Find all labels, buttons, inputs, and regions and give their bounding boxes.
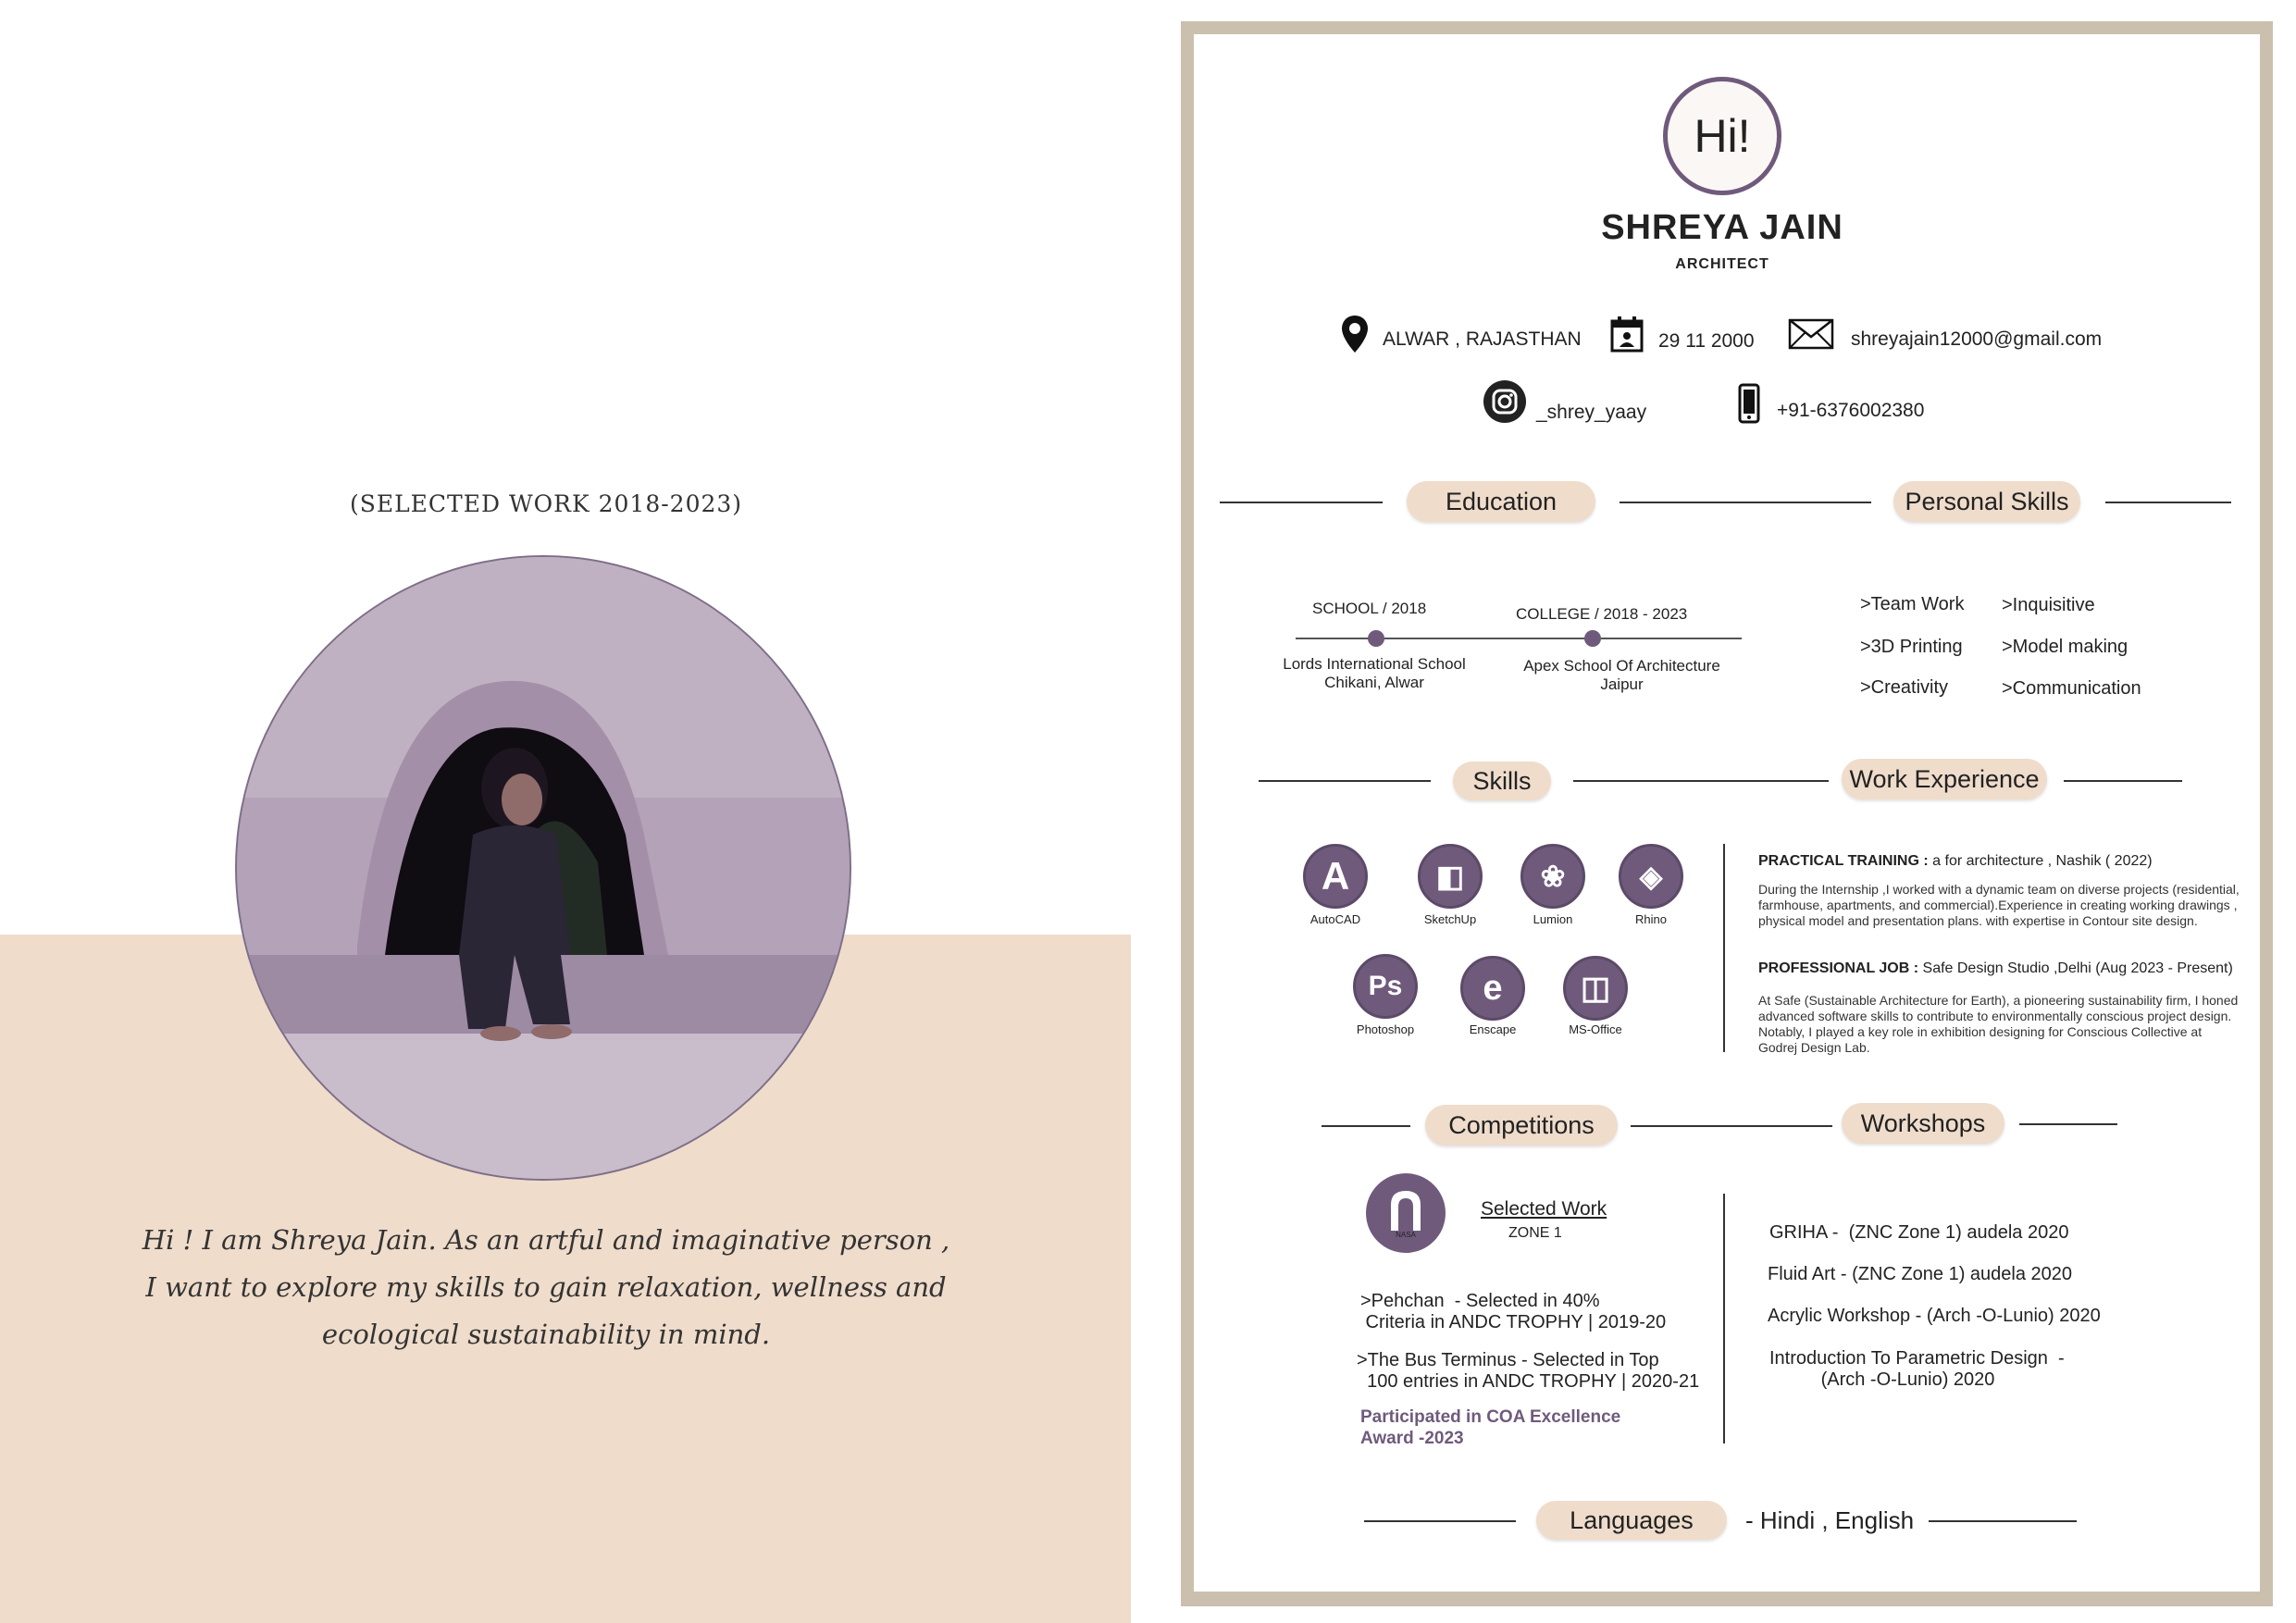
divider-line	[1259, 780, 1431, 782]
section-divider-vertical	[1723, 844, 1725, 1052]
intro-text	[139, 1217, 953, 1358]
timeline-dot	[1584, 630, 1601, 647]
selected-work-title: (SELECTED WORK 2018-2023)	[349, 490, 743, 517]
photoshop-icon: Ps	[1353, 954, 1418, 1019]
timeline-dot	[1368, 630, 1384, 647]
personal-skill: >Model making	[2002, 637, 2128, 657]
logo-text: NASA	[1396, 1230, 1416, 1239]
personal-skills-heading: Personal Skills	[1893, 481, 2080, 522]
greeting-badge: Hi!	[1663, 77, 1781, 195]
personal-skill: >3D Printing	[1860, 637, 1963, 657]
selected-work-label: Selected Work	[1481, 1198, 1607, 1220]
divider-line	[2064, 780, 2182, 782]
personal-skill: >Communication	[2002, 678, 2141, 699]
training-heading	[1758, 853, 2153, 870]
education-timeline	[1296, 638, 1742, 639]
intro-line-2: I want to explore my skills to gain relaxation, wellness and	[145, 1271, 947, 1303]
software-label: Enscape	[1469, 1022, 1517, 1036]
divider-line	[1573, 780, 1829, 782]
divider-line	[2019, 1123, 2117, 1125]
software-label: Lumion	[1533, 912, 1573, 926]
portrait-illustration	[237, 557, 850, 1179]
languages-heading: Languages	[1536, 1501, 1727, 1540]
education-college-label: COLLEGE / 2018 - 2023	[1516, 605, 1688, 623]
candidate-name: SHREYA JAIN	[1601, 208, 1843, 247]
divider-line	[1620, 502, 1871, 503]
job-description: At Safe (Sustainable Architecture for Earth), a pioneering sustainability firm, I honed advanced software skills to contribute to environmentally conscious project design. Notably, I played a key role in exhibition designing for Conscious Collective at Godrej Design Lab.	[1758, 993, 2239, 1055]
school-place: Chikani, Alwar	[1324, 674, 1424, 691]
skills-heading: Skills	[1453, 762, 1551, 800]
workshops-heading: Workshops	[1842, 1103, 2004, 1144]
competitions-heading: Competitions	[1425, 1105, 1618, 1146]
email-link[interactable]: shreyajain12000@gmail.com	[1851, 328, 2103, 350]
portrait-photo	[237, 557, 850, 1179]
training-description: During the Internship ,I worked with a dynamic team on diverse projects (residential, farmhouse, apartments, and commercial).Experience in creating working drawings , physical model and presentation plans. with expertise in Contour site design.	[1758, 882, 2240, 928]
workshop-item: Fluid Art - (ZNC Zone 1) audela 2020	[1768, 1264, 2073, 1284]
college-place: Jaipur	[1600, 675, 1644, 693]
ms-office-icon: ◫	[1563, 956, 1628, 1021]
competition-entry: >The Bus Terminus - Selected in Top 100 entries in ANDC TROPHY | 2020-21	[1357, 1350, 1700, 1392]
software-label: Rhino	[1635, 912, 1667, 926]
education-college	[1495, 657, 1749, 694]
award-text: Participated in COA Excellence Award -2023	[1360, 1407, 1621, 1448]
education-school	[1277, 655, 1471, 692]
enscape-icon: e	[1460, 956, 1525, 1021]
personal-skill: >Team Work	[1860, 594, 1965, 614]
job-org: Safe Design Studio ,Delhi (Aug 2023 - Present)	[1922, 960, 2233, 976]
section-divider-vertical	[1723, 1194, 1725, 1443]
arch-logo-icon	[1387, 1188, 1424, 1233]
rhino-icon: ◈	[1619, 844, 1683, 909]
software-label: AutoCAD	[1309, 912, 1361, 926]
workshop-item: Introduction To Parametric Design - (Arch -O-Lunio) 2020	[1769, 1348, 2065, 1390]
software-label: Photoshop	[1356, 1022, 1415, 1036]
divider-line	[1220, 502, 1383, 503]
dob-text: 29 11 2000	[1658, 330, 1755, 352]
divider-line	[1929, 1520, 2077, 1522]
divider-line	[1364, 1520, 1516, 1522]
workshop-item: Acrylic Workshop - (Arch -O-Lunio) 2020	[1768, 1306, 2101, 1326]
divider-line	[1631, 1125, 1832, 1127]
languages-value: - Hindi , English	[1745, 1506, 1915, 1534]
training-title: PRACTICAL TRAINING :	[1758, 853, 1929, 869]
email-icon	[1788, 318, 1834, 350]
calendar-icon	[1610, 316, 1644, 353]
divider-line	[2105, 502, 2231, 503]
intro-line-1: Hi ! I am Shreya Jain. As an artful and imaginative person ,	[142, 1224, 950, 1256]
intro-line-3: ecological sustainability in mind.	[321, 1319, 771, 1350]
work-experience-heading: Work Experience	[1842, 759, 2047, 799]
divider-line	[1322, 1125, 1410, 1127]
software-label: MS-Office	[1569, 1022, 1622, 1036]
software-label: SketchUp	[1423, 912, 1477, 926]
workshop-item: GRIHA - (ZNC Zone 1) audela 2020	[1769, 1222, 2069, 1243]
school-name: Lords International School	[1283, 655, 1466, 673]
instagram-handle[interactable]: _shrey_yaay	[1536, 402, 1647, 423]
autocad-icon: A	[1303, 844, 1368, 909]
job-title: PROFESSIONAL JOB :	[1758, 960, 1919, 976]
education-school-label: SCHOOL / 2018	[1312, 600, 1427, 617]
personal-skill: >Inquisitive	[2002, 595, 2095, 615]
location-pin-icon	[1340, 314, 1370, 354]
personal-skill: >Creativity	[1860, 677, 1949, 698]
phone-number[interactable]: +91-6376002380	[1777, 400, 1925, 421]
phone-icon	[1738, 383, 1760, 424]
candidate-role: ARCHITECT	[1675, 256, 1769, 272]
college-name: Apex School Of Architecture	[1523, 657, 1720, 675]
instagram-icon	[1483, 379, 1527, 424]
location-text: ALWAR , RAJASTHAN	[1383, 328, 1582, 350]
zone-label: ZONE 1	[1508, 1225, 1562, 1241]
training-org: a for architecture , Nashik ( 2022)	[1932, 853, 2153, 869]
education-heading: Education	[1407, 481, 1595, 522]
competition-entry: >Pehchan - Selected in 40% Criteria in ANDC TROPHY | 2019-20	[1360, 1291, 1667, 1332]
sketchup-icon: ◧	[1418, 844, 1483, 909]
nasa-logo	[1366, 1173, 1446, 1253]
lumion-icon: ❀	[1520, 844, 1585, 909]
job-heading	[1758, 960, 2233, 977]
